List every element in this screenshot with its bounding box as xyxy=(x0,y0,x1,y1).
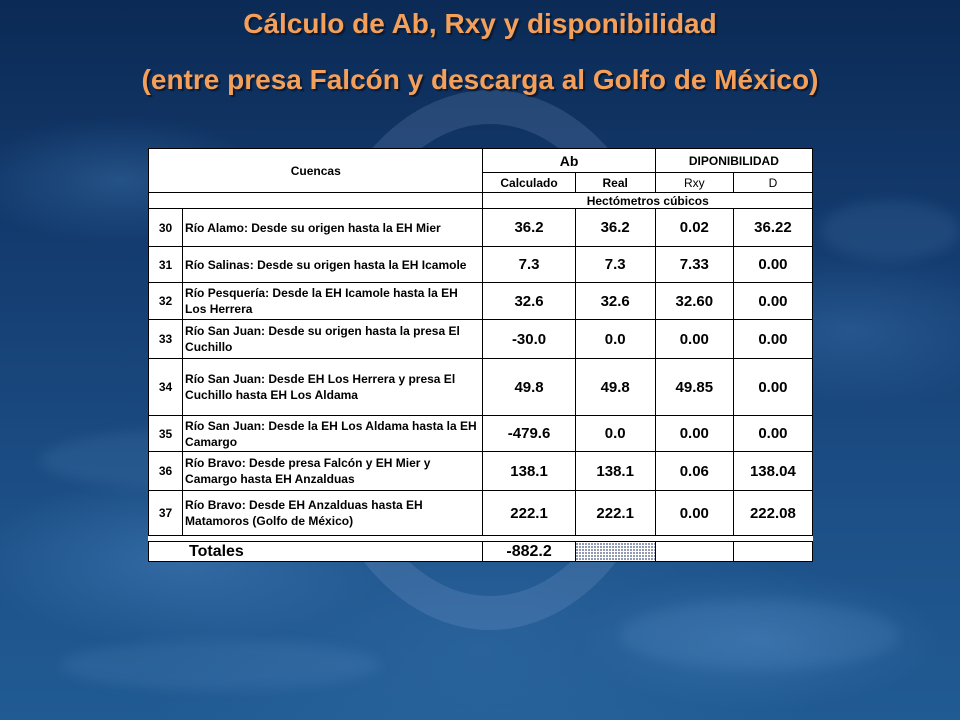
water-highlight xyxy=(60,640,380,690)
units-spacer xyxy=(149,193,483,209)
row-d: 0.00 xyxy=(733,320,812,359)
water-highlight xyxy=(620,600,900,670)
totals-calculado: -882.2 xyxy=(483,542,575,562)
row-rxy: 0.00 xyxy=(655,491,733,536)
row-d: 0.00 xyxy=(733,247,812,283)
row-rxy: 0.02 xyxy=(655,209,733,247)
totals-label: Totales xyxy=(149,542,483,562)
row-rxy: 32.60 xyxy=(655,283,733,320)
row-real: 36.2 xyxy=(575,209,655,247)
row-d: 0.00 xyxy=(733,359,812,416)
row-d: 0.00 xyxy=(733,416,812,452)
row-rxy: 49.85 xyxy=(655,359,733,416)
availability-table xyxy=(148,148,813,562)
row-calculado: 138.1 xyxy=(483,452,575,491)
totals-d xyxy=(733,542,812,562)
row-d: 0.00 xyxy=(733,283,812,320)
row-number: 30 xyxy=(149,209,183,247)
row-rxy: 0.00 xyxy=(655,416,733,452)
slide-title: Cálculo de Ab, Rxy y disponibilidad xyxy=(243,8,717,39)
row-number: 33 xyxy=(149,320,183,359)
water-highlight xyxy=(820,200,960,260)
row-number: 37 xyxy=(149,491,183,536)
row-cuenca: Río San Juan: Desde la EH Los Aldama hasta la EH Camargo xyxy=(183,416,483,452)
row-calculado: -30.0 xyxy=(483,320,575,359)
table-row xyxy=(149,491,813,536)
row-rxy: 0.06 xyxy=(655,452,733,491)
table-row xyxy=(149,209,813,247)
header-disponibilidad: DIPONIBILIDAD xyxy=(655,149,812,173)
table-row xyxy=(149,283,813,320)
row-cuenca: Río San Juan: Desde EH Los Herrera y presa El Cuchillo hasta EH Los Aldama xyxy=(183,359,483,416)
row-cuenca: Río Salinas: Desde su origen hasta la EH Icamole xyxy=(183,247,483,283)
row-d: 138.04 xyxy=(733,452,812,491)
header-cuencas: Cuencas xyxy=(149,149,483,193)
header-real: Real xyxy=(575,173,655,193)
table-row xyxy=(149,359,813,416)
table-row xyxy=(149,247,813,283)
row-number: 32 xyxy=(149,283,183,320)
row-calculado: 222.1 xyxy=(483,491,575,536)
row-real: 138.1 xyxy=(575,452,655,491)
header-rxy: Rxy xyxy=(655,173,733,193)
row-d: 222.08 xyxy=(733,491,812,536)
row-d: 36.22 xyxy=(733,209,812,247)
row-calculado: 32.6 xyxy=(483,283,575,320)
row-cuenca: Río San Juan: Desde su origen hasta la presa El Cuchillo xyxy=(183,320,483,359)
header-calculado: Calculado xyxy=(483,173,575,193)
row-number: 36 xyxy=(149,452,183,491)
row-rxy: 0.00 xyxy=(655,320,733,359)
row-real: 32.6 xyxy=(575,283,655,320)
header-units: Hectómetros cúbicos xyxy=(483,193,813,209)
row-calculado: 36.2 xyxy=(483,209,575,247)
row-number: 34 xyxy=(149,359,183,416)
row-real: 7.3 xyxy=(575,247,655,283)
row-cuenca: Río Bravo: Desde EH Anzalduas hasta EH Matamoros (Golfo de México) xyxy=(183,491,483,536)
totals-real-shaded xyxy=(575,542,655,562)
table-row xyxy=(149,452,813,491)
row-cuenca: Río Bravo: Desde presa Falcón y EH Mier y Camargo hasta EH Anzalduas xyxy=(183,452,483,491)
row-real: 0.0 xyxy=(575,416,655,452)
row-real: 222.1 xyxy=(575,491,655,536)
row-cuenca: Río Pesquería: Desde la EH Icamole hasta la EH Los Herrera xyxy=(183,283,483,320)
table-row xyxy=(149,416,813,452)
header-ab: Ab xyxy=(483,149,655,173)
slide-subtitle: (entre presa Falcón y descarga al Golfo de México) xyxy=(141,64,819,95)
table-row xyxy=(149,320,813,359)
totals-row xyxy=(149,542,813,562)
totals-rxy xyxy=(655,542,733,562)
row-number: 35 xyxy=(149,416,183,452)
row-calculado: 7.3 xyxy=(483,247,575,283)
row-real: 0.0 xyxy=(575,320,655,359)
row-calculado: 49.8 xyxy=(483,359,575,416)
row-number: 31 xyxy=(149,247,183,283)
row-real: 49.8 xyxy=(575,359,655,416)
row-rxy: 7.33 xyxy=(655,247,733,283)
row-calculado: -479.6 xyxy=(483,416,575,452)
row-cuenca: Río Alamo: Desde su origen hasta la EH Mier xyxy=(183,209,483,247)
header-d: D xyxy=(733,173,812,193)
